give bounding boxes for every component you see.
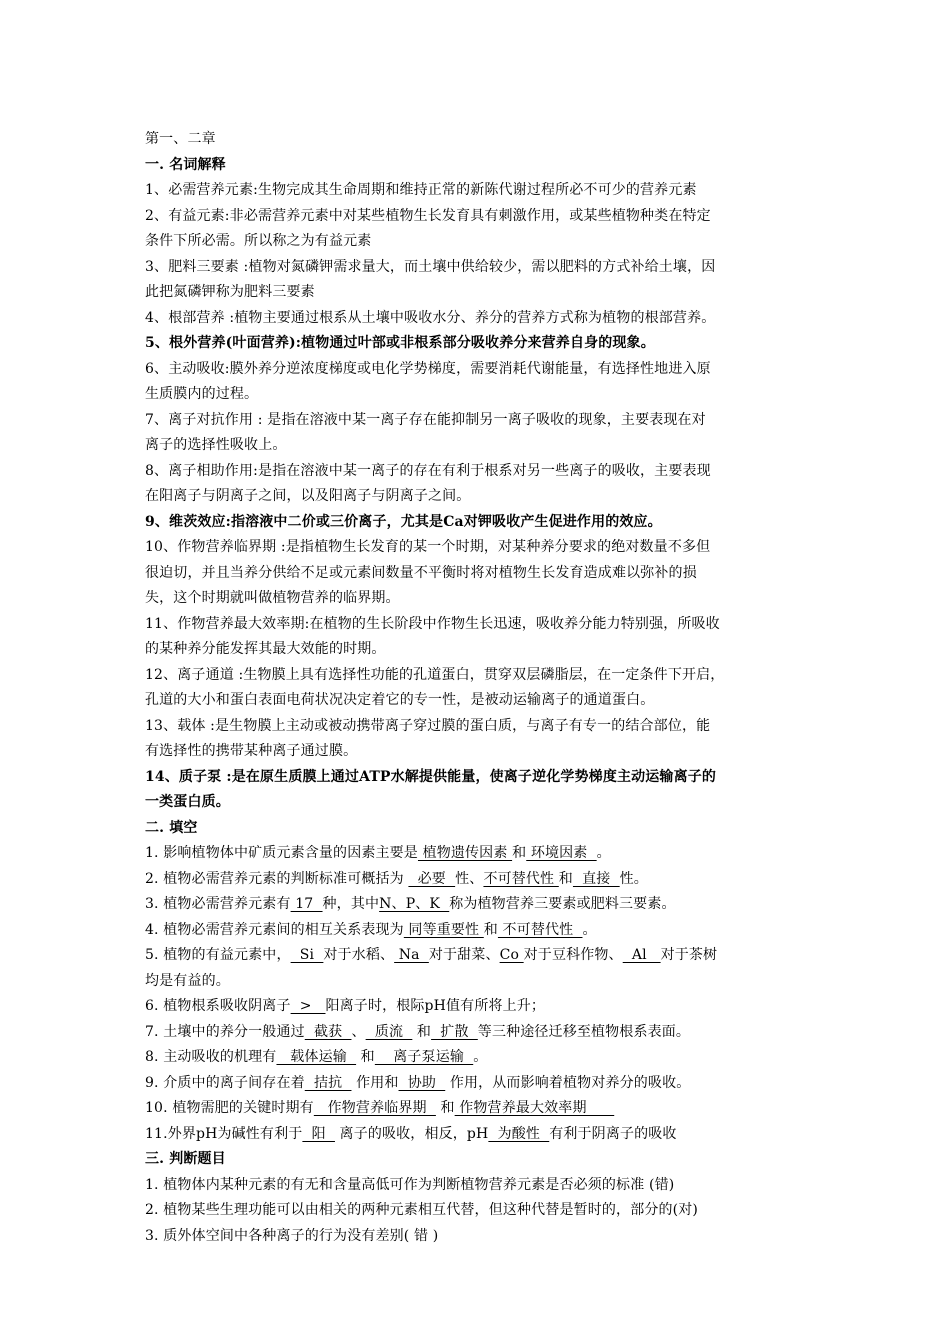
- definition-line: 5、根外营养(叶面营养):植物通过叶部或非根系部分吸收养分来营养自身的现象。: [145, 335, 655, 351]
- definition-line: 8、离子相助作用:是指在溶液中某一离子的存在有利于根系对另一些离子的吸收，主要表现: [145, 462, 711, 479]
- answer-blank: 拮抗: [304, 1074, 352, 1091]
- fill-line-2: 2. 植物必需营养元素的判断标准可概括为 必要 性、不可替代性 和 直接 性。: [145, 870, 648, 887]
- definition-line: 生质膜内的过程。: [145, 386, 259, 402]
- fill-line-6: 6. 植物根系吸收阴离子 > 阳离子时，根际pH值有所将上升；: [145, 998, 546, 1014]
- answer-blank: 17: [290, 896, 323, 912]
- definition-line: 条件下所必需。所以称之为有益元素: [145, 233, 372, 249]
- answer-blank: 直接: [572, 870, 620, 887]
- answer-blank: 不可替代性: [497, 921, 583, 938]
- definition-line: 7、离子对抗作用 : 是指在溶液中某一离子存在能抑制另一离子吸收的现象，主要表现在对: [145, 411, 706, 428]
- answer-blank: N、P、K: [379, 896, 450, 912]
- judgement-line: 3. 质外体空间中各种离子的行为没有差别( 错 ): [145, 1227, 439, 1244]
- definition-line: 10、作物营养临界期 :是指植物生长发育的某一个时期，对某种养分要求的绝对数量不多但: [145, 539, 711, 555]
- chapter-heading: 第一、二章: [145, 131, 216, 147]
- answer-blank: Al: [622, 947, 661, 963]
- answer-blank: 作物营养最大效率期: [454, 1100, 615, 1116]
- answer-blank: 同等重要性: [403, 921, 484, 938]
- answer-blank: 截获: [304, 1023, 352, 1040]
- definition-line: 12、离子通道 :生物膜上具有选择性功能的孔道蛋白，贯穿双层磷脂层，在一定条件下开启，: [145, 666, 725, 683]
- answer-blank: 作物营养临界期: [313, 1100, 436, 1116]
- definition-line: 4、根部营养 :植物主要通过根系从土壤中吸收水分、养分的营养方式称为植物的根部营养。: [145, 309, 716, 326]
- definition-line: 2、有益元素:非必需营养元素中对某些植物生长发育具有刺激作用，或某些植物种类在特定: [145, 207, 711, 224]
- fill-line-5-continued: 均是有益的。: [145, 972, 230, 989]
- section-heading-definitions: 一. 名词解释: [145, 156, 226, 173]
- definition-line: 失，这个时期就叫做植物营养的临界期。: [145, 590, 400, 606]
- fill-line-11: 11.外界pH为碱性有利于 阳 离子的吸收，相反，pH 为酸性 有利于阴离子的吸收: [145, 1125, 677, 1142]
- definition-line: 6、主动吸收:膜外养分逆浓度梯度或电化学势梯度，需要消耗代谢能量，有选择性地进入原: [145, 360, 711, 377]
- fill-line-3: 3. 植物必需营养元素有 17 种，其中N、P、K 称为植物营养三要素或肥料三要素。: [145, 896, 676, 912]
- answer-blank: 载体运输: [276, 1049, 357, 1065]
- definition-line: 孔道的大小和蛋白表面电荷状况决定着它的专一性，是被动运输离子的通道蛋白。: [145, 692, 655, 708]
- fill-line-7: 7. 土壤中的养分一般通过 截获 、 质流 和 扩散 等三种途径迁移至植物根系表面。: [145, 1023, 691, 1040]
- answer-blank: 扩散: [431, 1023, 478, 1040]
- fill-line-9: 9. 介质中的离子间存在着 拮抗 作用和 协助 作用，从而影响着植物对养分的吸收。: [145, 1074, 691, 1091]
- fill-line-8: 8. 主动吸收的机理有 载体运输 和 离子泵运输 。: [145, 1049, 488, 1065]
- definition-line: 离子的选择性吸收上。: [145, 437, 287, 453]
- definition-line: 3、肥料三要素 :植物对氮磷钾需求量大，而土壤中供给较少，需以肥料的方式补给土壤，因: [145, 258, 716, 275]
- answer-blank: 质流: [365, 1023, 413, 1040]
- document-page: [145, 127, 810, 1249]
- answer-blank: 离子泵运输: [374, 1049, 474, 1065]
- answer-blank: 阳: [302, 1125, 335, 1142]
- definition-line: 有选择性的携带某种离子通过膜。: [145, 743, 358, 759]
- answer-blank: 植物遗传因素: [417, 845, 513, 861]
- fill-line-5: 5. 植物的有益元素中， Si 对于水稻、 Na 对于甜菜、Co 对于豆科作物、 Al 对于茶树: [145, 947, 718, 963]
- definition-line: 一类蛋白质。: [145, 794, 230, 810]
- answer-blank: Si: [290, 947, 324, 963]
- fill-line-10: 10. 植物需肥的关键时期有 作物营养临界期 和 作物营养最大效率期: [145, 1100, 615, 1116]
- definition-line: 在阳离子与阴离子之间，以及阳离子与阴离子之间。: [145, 488, 471, 504]
- judgement-line: 1. 植物体内某种元素的有无和含量高低可作为判断植物营养元素是否必须的标准 (错): [145, 1176, 675, 1193]
- definition-line: 很迫切，并且当养分供给不足或元素间数量不平衡时将对植物生长发育造成难以弥补的损: [145, 564, 697, 581]
- answer-blank: 为酸性: [488, 1125, 550, 1142]
- definition-line: 14、质子泵 :是在原生质膜上通过ATP水解提供能量，使离子逆化学势梯度主动运输离子的: [145, 768, 717, 785]
- judgement-line: 2. 植物某些生理功能可以由相关的两种元素相互代替，但这种代替是暂时的，部分的(对): [145, 1202, 699, 1218]
- answer-blank: >: [290, 998, 326, 1014]
- answer-blank: 协助: [398, 1074, 446, 1091]
- section-heading-true-false: 三. 判断题目: [145, 1151, 226, 1167]
- definition-line: 9、维茨效应:指溶液中二价或三价离子，尤其是Ca对钾吸收产生促进作用的效应。: [145, 513, 662, 530]
- answer-blank: 必要: [408, 870, 456, 887]
- definition-line: 13、载体 :是生物膜上主动或被动携带离子穿过膜的蛋白质，与离子有专一的结合部位，能: [145, 717, 711, 734]
- fill-line-1: 1. 影响植物体中矿质元素含量的因素主要是 植物遗传因素 和 环境因素 。: [145, 845, 611, 861]
- section-heading-fill-in: 二. 填空: [145, 819, 198, 836]
- answer-blank: Co: [499, 947, 524, 963]
- definition-line: 的某种养分能发挥其最大效能的时期。: [145, 641, 386, 657]
- definition-line: 11、作物营养最大效率期:在植物的生长阶段中作物生长迅速，吸收养分能力特别强，所吸收: [145, 615, 720, 632]
- answer-blank: 不可替代性: [483, 870, 559, 887]
- fill-line-4: 4. 植物必需营养元素间的相互关系表现为 同等重要性 和 不可替代性 。: [145, 921, 597, 938]
- definition-line: 此把氮磷钾称为肥料三要素: [145, 284, 315, 300]
- definition-line: 1、必需营养元素:生物完成其生命周期和维持正常的新陈代谢过程所必不可少的营养元素: [145, 182, 697, 198]
- answer-blank: Na: [394, 947, 429, 963]
- answer-blank: 环境因素: [526, 845, 597, 861]
